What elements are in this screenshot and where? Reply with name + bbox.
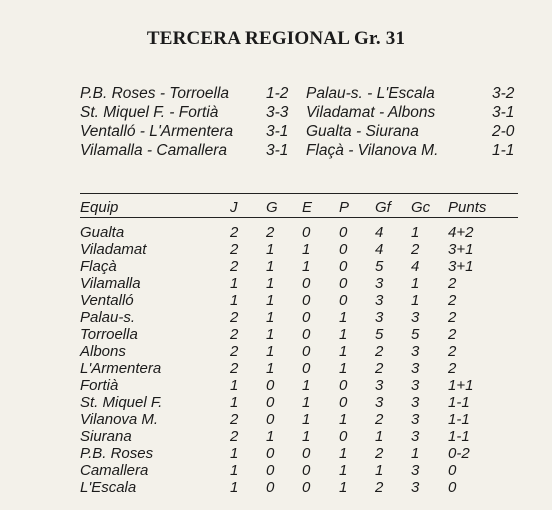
goals-against: 1 [411, 224, 420, 241]
points: 0 [448, 462, 457, 479]
header-lost: P [339, 199, 350, 216]
lost: 0 [339, 275, 348, 292]
points: 3+1 [448, 258, 474, 275]
goals-for: 3 [375, 394, 384, 411]
won: 0 [266, 479, 275, 496]
team-name: L'Armentera [80, 360, 162, 377]
won: 0 [266, 394, 275, 411]
header-points: Punts [448, 199, 487, 216]
lost: 0 [339, 377, 348, 394]
goals-against: 1 [411, 275, 420, 292]
played: 1 [230, 445, 239, 462]
drawn: 0 [302, 479, 311, 496]
drawn: 0 [302, 445, 311, 462]
played: 2 [230, 343, 239, 360]
won: 1 [266, 258, 275, 275]
goals-against: 1 [411, 292, 420, 309]
match-a: St. Miquel F. - Fortià [80, 104, 219, 121]
played: 2 [230, 224, 239, 241]
played: 1 [230, 462, 239, 479]
drawn: 0 [302, 309, 311, 326]
played: 2 [230, 326, 239, 343]
goals-against: 4 [411, 258, 420, 275]
team-name: Ventalló [80, 292, 134, 309]
team-name: Gualta [80, 224, 125, 241]
goals-against: 3 [411, 309, 420, 326]
points: 0-2 [448, 445, 470, 462]
won: 1 [266, 241, 275, 258]
points: 2 [448, 343, 457, 360]
drawn: 0 [302, 343, 311, 360]
drawn: 0 [302, 275, 311, 292]
lost: 0 [339, 292, 348, 309]
team-name: Siurana [80, 428, 132, 445]
score-b: 2-0 [492, 123, 515, 140]
team-name: P.B. Roses [80, 445, 154, 462]
score-b: 3-1 [492, 104, 515, 121]
drawn: 1 [302, 394, 311, 411]
goals-for: 1 [375, 462, 384, 479]
drawn: 0 [302, 326, 311, 343]
points: 3+1 [448, 241, 474, 258]
points: 2 [448, 292, 457, 309]
played: 2 [230, 309, 239, 326]
lost: 1 [339, 479, 348, 496]
goals-against: 3 [411, 479, 420, 496]
goals-for: 3 [375, 292, 384, 309]
lost: 1 [339, 445, 348, 462]
header-goals-against: Gc [411, 199, 431, 216]
won: 1 [266, 275, 275, 292]
goals-against: 3 [411, 394, 420, 411]
team-name: Fortià [80, 377, 119, 394]
goals-against: 3 [411, 411, 420, 428]
goals-for: 2 [375, 360, 384, 377]
header-won: G [266, 199, 278, 216]
points: 2 [448, 309, 457, 326]
goals-for: 4 [375, 224, 384, 241]
score-a: 3-1 [266, 123, 289, 140]
won: 1 [266, 292, 275, 309]
goals-for: 5 [375, 258, 384, 275]
won: 1 [266, 360, 275, 377]
goals-for: 3 [375, 309, 384, 326]
drawn: 0 [302, 224, 311, 241]
drawn: 1 [302, 241, 311, 258]
score-a: 3-3 [266, 104, 289, 121]
lost: 1 [339, 360, 348, 377]
points: 1-1 [448, 428, 470, 445]
goals-against: 5 [411, 326, 420, 343]
lost: 1 [339, 462, 348, 479]
team-name: Camallera [80, 462, 149, 479]
points: 1-1 [448, 411, 470, 428]
goals-against: 3 [411, 377, 420, 394]
table-header-rule [80, 217, 518, 218]
played: 1 [230, 479, 239, 496]
goals-for: 2 [375, 343, 384, 360]
lost: 1 [339, 343, 348, 360]
goals-against: 3 [411, 360, 420, 377]
score-a: 3-1 [266, 142, 289, 159]
team-name: Torroella [80, 326, 138, 343]
match-a: Vilamalla - Camallera [80, 142, 228, 159]
header-drawn: E [302, 199, 313, 216]
won: 0 [266, 377, 275, 394]
drawn: 1 [302, 428, 311, 445]
header-goals-for: Gf [375, 199, 391, 216]
played: 2 [230, 411, 239, 428]
points: 4+2 [448, 224, 474, 241]
points: 1-1 [448, 394, 470, 411]
header-team: Equip [80, 199, 119, 216]
team-name: L'Escala [80, 479, 137, 496]
points: 0 [448, 479, 457, 496]
lost: 0 [339, 241, 348, 258]
played: 2 [230, 258, 239, 275]
team-name: Palau-s. [80, 309, 136, 326]
won: 0 [266, 411, 275, 428]
goals-against: 1 [411, 445, 420, 462]
team-name: Flaçà [80, 258, 117, 275]
team-name: Albons [80, 343, 126, 360]
lost: 1 [339, 411, 348, 428]
header-played: J [230, 199, 238, 216]
points: 2 [448, 326, 457, 343]
match-b: Viladamat - Albons [306, 104, 436, 121]
drawn: 0 [302, 292, 311, 309]
won: 1 [266, 326, 275, 343]
goals-for: 2 [375, 479, 384, 496]
won: 2 [266, 224, 275, 241]
points: 1+1 [448, 377, 474, 394]
team-name: Viladamat [80, 241, 147, 258]
played: 1 [230, 275, 239, 292]
goals-for: 3 [375, 275, 384, 292]
drawn: 1 [302, 258, 311, 275]
match-a: Ventalló - L'Armentera [80, 123, 234, 140]
team-name: St. Miquel F. [80, 394, 163, 411]
drawn: 1 [302, 411, 311, 428]
goals-for: 4 [375, 241, 384, 258]
lost: 1 [339, 326, 348, 343]
team-name: Vilanova M. [80, 411, 159, 428]
score-b: 1-1 [492, 142, 515, 159]
lost: 0 [339, 224, 348, 241]
match-b: Palau-s. - L'Escala [306, 85, 435, 102]
played: 1 [230, 394, 239, 411]
lost: 0 [339, 394, 348, 411]
section-title: TERCERA REGIONAL Gr. 31 [146, 28, 406, 49]
goals-for: 2 [375, 411, 384, 428]
played: 1 [230, 292, 239, 309]
won: 1 [266, 343, 275, 360]
goals-for: 1 [375, 428, 384, 445]
goals-against: 3 [411, 428, 420, 445]
won: 0 [266, 445, 275, 462]
drawn: 0 [302, 360, 311, 377]
match-b: Flaçà - Vilanova M. [306, 142, 439, 159]
goals-for: 5 [375, 326, 384, 343]
match-b: Gualta - Siurana [306, 123, 419, 140]
won: 1 [266, 309, 275, 326]
won: 0 [266, 462, 275, 479]
drawn: 1 [302, 377, 311, 394]
won: 1 [266, 428, 275, 445]
drawn: 0 [302, 462, 311, 479]
played: 2 [230, 360, 239, 377]
goals-for: 3 [375, 377, 384, 394]
points: 2 [448, 360, 457, 377]
score-a: 1-2 [266, 85, 289, 102]
score-b: 3-2 [492, 85, 515, 102]
lost: 1 [339, 309, 348, 326]
played: 1 [230, 377, 239, 394]
points: 2 [448, 275, 457, 292]
lost: 0 [339, 428, 348, 445]
goals-for: 2 [375, 445, 384, 462]
goals-against: 3 [411, 343, 420, 360]
goals-against: 2 [411, 241, 420, 258]
goals-against: 3 [411, 462, 420, 479]
team-name: Vilamalla [80, 275, 141, 292]
played: 2 [230, 241, 239, 258]
match-a: P.B. Roses - Torroella [80, 85, 230, 102]
lost: 0 [339, 258, 348, 275]
played: 2 [230, 428, 239, 445]
table-top-rule [80, 193, 518, 194]
